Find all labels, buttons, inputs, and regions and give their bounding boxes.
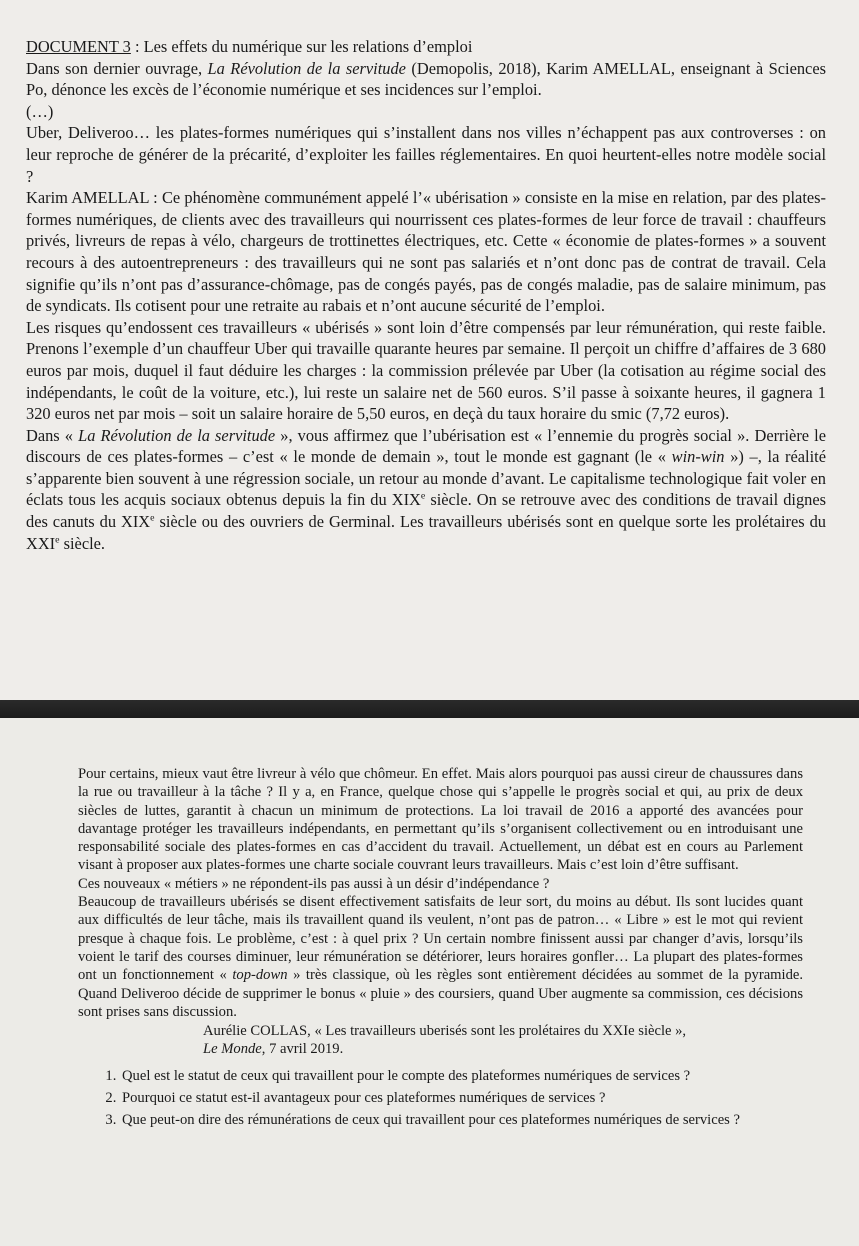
question-item: 3. Que peut-on dire des rémunérations de ceux qui travaillent pour ces plateformes numériques de services ? (120, 1111, 803, 1129)
ellipsis: (…) (26, 101, 54, 121)
intro-paragraph: Dans son dernier ouvrage, La Révolution de la servitude (Demopolis, 2018), Karim AMELLAL, enseignant à Sciences Po, dénonce les excès de l’économie numérique et ses incidences sur l’emploi. (26, 58, 826, 100)
interview-paragraph-2: Les risques qu’endossent ces travailleurs « ubérisés » sont loin d’être compensés par leur rémunération, qui reste faible. Prenons l’exemple d’un chauffeur Uber qui travaille quarante heures par semaine. Il perçoit un chiffre d’affaires de 3 680 euros par mois, duquel il faut déduire les charges : la commission prélevée par Uber (la cotisation au régime social des indépendants, le coût de la voiture, etc.), lui reste un salaire net de 560 euros. S’il passe à soixante heures, il gagnera 1 320 euros net par mois – soit un salaire horaire de 5,50 euros, en deçà du taux horaire du smic (7,72 euros). (26, 317, 826, 424)
source-citation: Aurélie COLLAS, « Les travailleurs uberisés sont les prolétaires du XXIe siècle », Le Monde, 7 avril 2019. (203, 1023, 687, 1058)
page-divider (0, 700, 859, 718)
interview-question-3: Ces nouveaux « métiers » ne répondent-ils pas aussi à un désir d’indépendance ? (78, 875, 550, 892)
interview-question-1: Uber, Deliveroo… les plates-formes numériques qui s’installent dans nos villes n’échappent pas aux controverses : on leur reproche de générer de la précarité, d’exploiter les failles réglementaires. En quoi heurtent-elles notre modèle social ? (26, 123, 826, 186)
questions-list (98, 1067, 803, 1130)
document-title: DOCUMENT 3 : Les effets du numérique sur les relations d’emploi (26, 37, 473, 56)
interview-answer-3: Beaucoup de travailleurs ubérisés se disent effectivement satisfaits de leur sort, du moins au début. Ils sont lucides quant aux difficultés de leur tâche, mais ils travaillent quand ils veulent, n’ont pas de patron… « Libre » est le mot qui revient presque à chaque fois. Le problème, c’est : à quel prix ? Un certain nombre finissent aussi par changer d’avis, lorsqu’ils voient le tarif des courses diminuer, leur rémunération se détériorer, leurs horaires gonfler… La plupart des plates-formes ont un fonctionnement « top-down » très classique, où les règles sont entièrement décidées au sommet de la pyramide. Quand Deliveroo décide de supprimer le bonus « pluie » des coursiers, quand Uber augmente sa commission, ces décisions sont prises sans discussion. (78, 894, 803, 1020)
interview-question-2: Dans « La Révolution de la servitude », vous affirmez que l’ubérisation est « l’ennemie du progrès social ». Derrière le discours de ces plates-formes – c’est « le monde de demain », tout le monde est gagnant (le « win-win ») –, la réalité s’apparente bien souvent à une régression sociale, un retour au monde d’avant. Le capitalisme technologique fait voler en éclats tous les acquis sociaux obtenus depuis la fin du XIXe siècle. On se retrouve avec des conditions de travail dignes des canuts du XIXe siècle ou des ouvriers de Germinal. Les travailleurs ubérisés sont en quelque sorte les prolétaires du XXIe siècle. (26, 425, 827, 553)
document-upper-block (26, 36, 826, 554)
interview-answer-1: Karim AMELLAL : Ce phénomène communément appelé l’« ubérisation » consiste en la mise en relation, par des plates-formes numériques, de clients avec des travailleurs qui nourrissent ces plates-formes de leur force de travail : chauffeurs privés, livreurs de repas à vélo, chargeurs de trottinettes électriques, etc. Cette « économie de plates-formes » a souvent recours à des autoentrepreneurs : des travailleurs qui ne sont pas salariés et n’ont donc pas de contrat de travail. Cela signifie qu’ils n’ont pas d’assurance-chômage, pas de congés payés, pas de congés maladie, pas de salaire minimum, pas de syndicats. Ils cotisent pour une retraite au rabais et n’ont aucune sécurité de l’emploi. (26, 188, 826, 316)
document-lower-block (78, 765, 803, 1134)
interview-paragraph-3: Pour certains, mieux vaut être livreur à vélo que chômeur. En effet. Mais alors pourquoi pas aussi cireur de chaussures dans la rue ou travailleur à la tâche ? Il y a, en France, quelque chose qui s’appelle le progrès social et qui, au prix de deux siècles de luttes, garantit à chacun un minimum de protections. La loi travail de 2016 a apporté des avancées pour davantage protéger les travailleurs indépendants, en permettant qu’ils s’organisent collectivement ou en introduisant une responsabilité sociale des plates-formes en cas d’accident du travail. Actuellement, un débat est en cours au Parlement visant à proposer aux plates-formes une charte sociale couvrant leurs travailleurs. Mais c’est loin d’être suffisant. (78, 766, 803, 874)
question-item: 2. Pourquoi ce statut est-il avantageux pour ces plateformes numériques de services ? (120, 1089, 803, 1107)
question-item: 1. Quel est le statut de ceux qui travaillent pour le compte des plateformes numériques de services ? (120, 1067, 803, 1085)
